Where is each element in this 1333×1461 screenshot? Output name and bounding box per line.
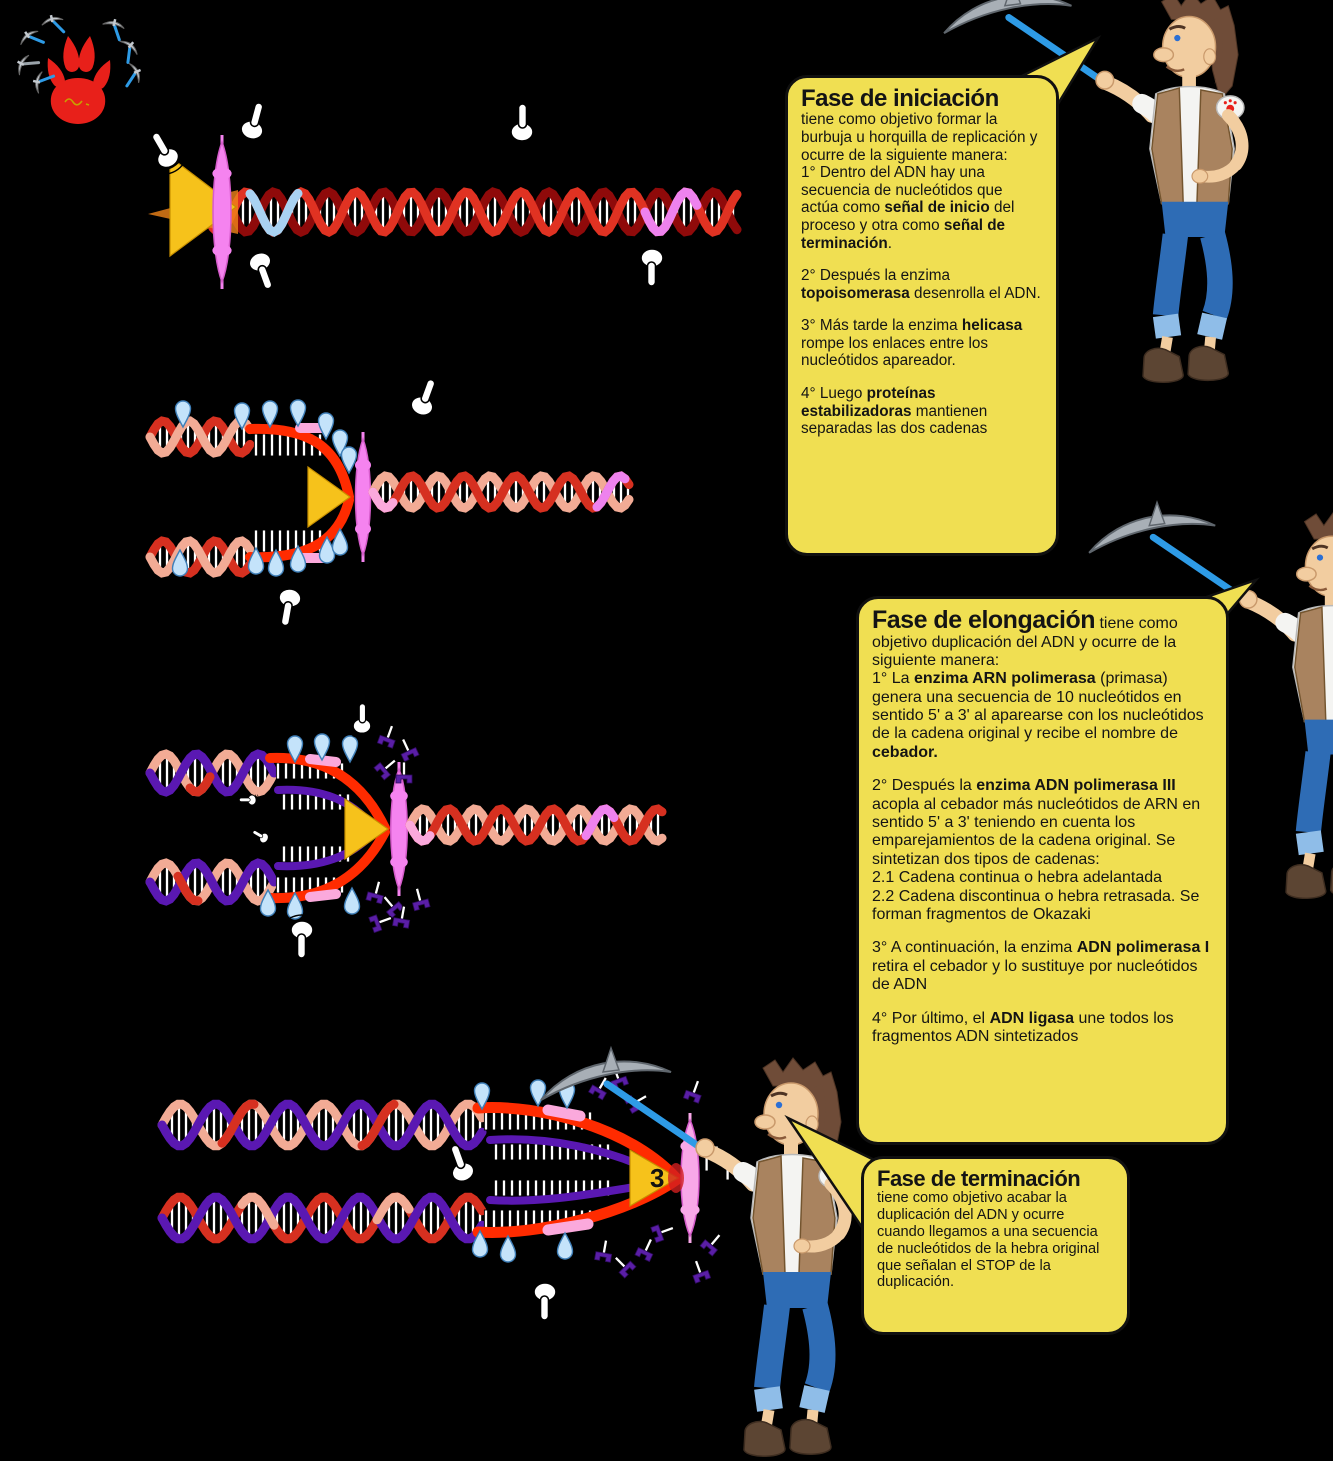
eye [776, 1102, 782, 1108]
topoisomerase-spindle-icon [213, 142, 231, 282]
diagram-replication-fork-elongation [150, 704, 662, 958]
topoisomerase-spindle-icon [356, 439, 371, 555]
cartoon-hand-icon [442, 1142, 479, 1191]
paw-claw [60, 35, 80, 73]
bubble-text-iniciacion [801, 87, 1043, 438]
red-paw-logo [12, 13, 145, 124]
bubble-paragraph: 2.2 Cadena discontinua o hebra retrasada. Se forman fragmentos de Okazaki [872, 887, 1200, 923]
cartoon-hand-icon [352, 704, 371, 738]
speech-bubble-fase-iniciacion [785, 75, 1059, 556]
cartoon-hand-icon [510, 104, 534, 147]
pickaxe-icon [12, 52, 39, 80]
cartoon-hand-icon [406, 376, 443, 425]
triangle-label: 3 [650, 1163, 665, 1193]
pickaxe-icon [40, 13, 65, 36]
stabilizing-protein-droplet-icon [345, 888, 360, 914]
free-nucleotide-icon [651, 1220, 676, 1242]
bubble-paragraph: tiene como objetivo formar la burbuja u horquilla de replicación y ocurre de la siguiente manera: [801, 111, 1038, 164]
bubble-paragraph: 3° A continuación, la enzima ADN polimerasa I retira el cebador y lo sustituye por nucleótidos de ADN [872, 939, 1210, 994]
paw-pad [51, 78, 105, 124]
free-nucleotide-icon [700, 1230, 726, 1256]
free-nucleotide-icon [409, 886, 430, 910]
cartoon-hand-icon [237, 100, 271, 148]
bubble-text-terminacion [877, 1168, 1114, 1291]
eye [1317, 554, 1323, 560]
cartoon-hand-icon [640, 243, 664, 286]
cartoon-hand-icon [250, 827, 272, 846]
bubble-paragraph: 2° Después la enzima topoisomerasa desenrolla el ADN. [801, 267, 1041, 302]
free-nucleotide-icon [595, 1239, 614, 1262]
free-nucleotide-icon [377, 723, 399, 748]
diagram-replication-fork-termination [162, 1064, 729, 1320]
eye [1174, 35, 1180, 41]
free-nucleotide-icon [366, 879, 387, 903]
bubble-paragraph: tiene como objetivo acabar la duplicación del ADN y ocurre cuando llegamos a una secuencia de nucleótidos de la hebra original que señalan el STOP de la duplicación. [877, 1190, 1100, 1291]
stabilizing-protein-droplet-icon [263, 401, 278, 427]
cartoon-hand-icon [239, 795, 258, 806]
bubble-paragraph: 1° La enzima ARN polimerasa (primasa) genera una secuencia de 10 nucleótidos en sentido 5' a 3' al aparearse con los nucleótidos de la cadena original y recibe el nombre de cebador. [872, 670, 1204, 761]
bubble-paragraph: 4° Luego proteínas estabilizadoras mantienen separadas las dos cadenas [801, 384, 988, 438]
cartoon-hand-icon [244, 244, 281, 293]
diagram-dna-initiation [144, 100, 737, 293]
stabilizing-protein-droplet-icon [501, 1236, 516, 1262]
speech-bubble-fase-elongacion [856, 596, 1229, 1145]
miner-character-3 [541, 1048, 847, 1456]
stabilizing-protein-droplet-icon [343, 736, 358, 762]
topoisomerase-spindle-icon [391, 769, 408, 889]
paw-claw [77, 35, 97, 73]
cartoon-hand-icon [273, 581, 304, 628]
pickaxe-icon [119, 60, 145, 88]
free-nucleotide-icon [688, 1258, 710, 1283]
speech-bubble-fase-terminacion [861, 1156, 1130, 1335]
pickaxe-icon [100, 16, 126, 40]
bubble-paragraph: Fase de iniciación [801, 85, 999, 112]
bubble-paragraph: Fase de terminación [877, 1166, 1081, 1191]
pickaxe-icon [16, 26, 45, 54]
bubble-paragraph: 2.1 Cadena continua o hebra adelantada [872, 869, 1163, 887]
stabilizing-protein-droplet-icon [291, 400, 306, 426]
bubble-paragraph: 4° Por último, el ADN ligasa une todos los fragmentos ADN sintetizados [872, 1009, 1174, 1045]
free-nucleotide-icon [396, 736, 419, 762]
bubble-paragraph: 2° Después la enzima ADN polimerasa III acopla al cebador más nucleótidos de ARN en sentido 5' a 3' teniendo en cuenta los emparejamientos de la cadena original. Se sintetizan dos tipos de cadenas: [872, 777, 1201, 868]
stabilizing-protein-droplet-icon [531, 1080, 546, 1106]
cartoon-hand-icon [290, 915, 314, 958]
bubble-paragraph: 1° Dentro del ADN hay una secuencia de nucleótidos que actúa como señal de inicio del proceso y otra como señal de terminación. [801, 164, 1015, 252]
bubble-paragraph: Fase de elongación tiene como objetivo duplicación del ADN y ocurre de la siguiente manera: [872, 606, 1178, 669]
free-nucleotide-icon [683, 1078, 705, 1103]
diagram-replication-fork-opening [150, 376, 630, 628]
stabilizing-protein-droplet-icon [558, 1233, 573, 1259]
cartoon-hand-icon [533, 1277, 557, 1320]
bubble-text-elongacion [872, 608, 1213, 1046]
free-nucleotide-icon [610, 1252, 636, 1278]
bubble-paragraph: 3° Más tarde la enzima helicasa rompe los enlaces entre los nucleótidos apareador. [801, 317, 1023, 370]
helicase-arrow-icon [345, 799, 388, 859]
pickaxe-icon [113, 35, 142, 64]
